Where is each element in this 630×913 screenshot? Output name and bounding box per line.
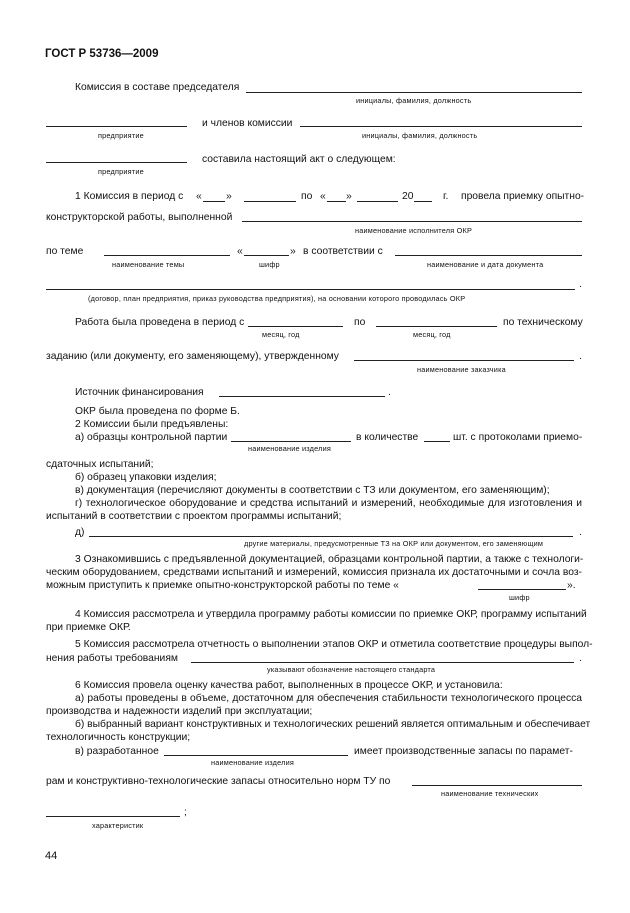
code-caption: шифр xyxy=(259,260,280,269)
product-blank xyxy=(231,441,351,442)
year-prefix: 20 xyxy=(402,191,414,202)
p2-a-start: а) образцы контрольной партии xyxy=(75,432,228,443)
p6-b1: б) выбранный вариант конструктивных и технологических решений является оптимальным и обеспечивает xyxy=(75,719,591,730)
p2-a-cont: сдаточных испытаний; xyxy=(46,459,154,470)
tech-spec-blank xyxy=(412,785,582,786)
p5-l1: 5 Комиссия рассмотрела отчетность о выполнении этапов ОКР и отметила соответствие процедуры выпол- xyxy=(75,639,593,650)
p3-l1: 3 Ознакомившись с предъявленной документацией, образцами контрольной партии, а также с технологи- xyxy=(75,554,584,565)
characteristics-semicolon: ; xyxy=(184,807,187,818)
work-period-label: Работа была проведена в период с xyxy=(75,317,245,328)
month-blank-2 xyxy=(357,201,398,202)
chairman-label: Комиссия в составе председателя xyxy=(75,82,240,93)
p2-g1: г) технологическое оборудование и средства испытаний и измерений, необходимые для изготовления и xyxy=(75,498,582,509)
day-blank-1 xyxy=(203,201,225,202)
standard-title: ГОСТ Р 53736—2009 xyxy=(45,48,159,60)
quote-open: « xyxy=(196,191,202,202)
basis-blank xyxy=(46,289,575,290)
po-label: по xyxy=(301,191,313,202)
performer-blank xyxy=(242,221,582,222)
financing-blank xyxy=(219,396,385,397)
p3-l3: можным приступить к приемке опытно-конструкторской работы по теме « xyxy=(46,580,399,591)
enterprise-blank-2 xyxy=(46,162,187,163)
customer-caption: наименование заказчика xyxy=(417,365,506,374)
product-caption: наименование изделия xyxy=(248,444,331,453)
topic-caption: наименование темы xyxy=(112,260,185,269)
composed-label: составила настоящий акт о следующем: xyxy=(202,154,396,165)
p3-code-blank xyxy=(478,589,566,590)
standard-blank xyxy=(191,662,574,663)
developed-product-blank xyxy=(164,755,348,756)
enterprise-caption-2: предприятие xyxy=(98,167,144,176)
members-label: и членов комиссии xyxy=(202,118,293,129)
year-blank xyxy=(414,201,432,202)
topic-blank xyxy=(104,255,230,256)
tech-spec-caption: наименование технических xyxy=(441,789,539,798)
quote-close-2: » xyxy=(346,191,352,202)
p6-v-start: в) разработанное xyxy=(75,746,159,757)
topic-label: по теме xyxy=(46,246,84,257)
p3-l3-end: ». xyxy=(567,580,576,591)
quote-close: » xyxy=(226,191,232,202)
month-year-caption-1: месяц, год xyxy=(262,330,300,339)
p1-cont: провела приемку опытно- xyxy=(461,191,585,202)
enterprise-blank-1 xyxy=(46,126,187,127)
p4-l1: 4 Комиссия рассмотрела и утвердила программу работы комиссии по приемке ОКР, программу испытаний xyxy=(75,609,587,620)
p1-start: 1 Комиссия в период с xyxy=(75,191,184,202)
quote-open-2: « xyxy=(320,191,326,202)
standard-dot: . xyxy=(579,653,582,664)
p6-a1: а) работы проведены в объеме, достаточном для обеспечения стабильности технологического процесса xyxy=(75,693,582,704)
p2-d-label: д) xyxy=(75,527,85,538)
p6-l1: 6 Комиссия провела оценку качества работ, выполненных в процессе ОКР, и установила: xyxy=(75,680,503,691)
chairman-caption: инициалы, фамилия, должность xyxy=(356,96,472,105)
qty-blank xyxy=(424,441,450,442)
document-caption: наименование и дата документа xyxy=(427,260,544,269)
code-blank xyxy=(244,255,289,256)
month-blank-1 xyxy=(244,201,296,202)
page-number: 44 xyxy=(45,850,58,862)
p6-v-end: имеет производственные запасы по парамет- xyxy=(354,746,573,757)
financing-label: Источник финансирования xyxy=(75,387,204,398)
members-blank xyxy=(300,126,582,127)
other-materials-dot: . xyxy=(579,527,582,538)
work-tech-label: по техническому xyxy=(503,317,583,328)
other-materials-caption: другие материалы, предусмотренные ТЗ на ОКР или документом, его заменяющим xyxy=(244,539,544,548)
p2-head: 2 Комиссии были предъявлены: xyxy=(75,419,229,430)
developed-product-caption: наименование изделия xyxy=(211,758,294,767)
quote-open-3: « xyxy=(237,246,243,257)
p6-a2: производства и надежности изделий при эксплуатации; xyxy=(46,706,313,717)
financing-dot: . xyxy=(388,387,391,398)
g-label: г. xyxy=(443,191,449,202)
form-b-text: ОКР была проведена по форме Б. xyxy=(75,406,240,417)
standard-caption: указывают обозначение настоящего стандарта xyxy=(267,665,436,674)
basis-caption: (договор, план предприятия, приказ руководства предприятия), на основании которого проводилась ОКР xyxy=(88,294,466,303)
customer-blank xyxy=(354,360,574,361)
p2-a-end: шт. с протоколами приемо- xyxy=(453,432,583,443)
characteristics-blank xyxy=(46,816,180,817)
characteristics-caption: характеристик xyxy=(92,821,144,830)
enterprise-caption-1: предприятие xyxy=(98,131,144,140)
p6-b2: технологичность конструкции; xyxy=(46,732,191,743)
qty-label: в количестве xyxy=(356,432,419,443)
p1-line2: конструкторской работы, выполненной xyxy=(46,212,233,223)
work-to-blank xyxy=(376,326,497,327)
work-po-label: по xyxy=(354,317,366,328)
p2-v: в) документация (перечисляют документы в соответствии с ТЗ или документом, его заменяющим); xyxy=(75,485,550,496)
p4-l2: при приемке ОКР. xyxy=(46,622,131,633)
customer-dot: . xyxy=(579,351,582,362)
month-year-caption-2: месяц, год xyxy=(413,330,451,339)
members-caption: инициалы, фамилия, должность xyxy=(362,131,478,140)
other-materials-blank xyxy=(89,536,573,537)
chairman-blank xyxy=(246,92,582,93)
p3-code-caption: шифр xyxy=(509,593,530,602)
p2-g2: испытаний в соответствии с проектом программы испытаний; xyxy=(46,511,342,522)
day-blank-2 xyxy=(327,201,346,202)
work-from-blank xyxy=(248,326,343,327)
basis-dot: . xyxy=(579,279,582,290)
document-blank xyxy=(395,255,582,256)
p6-v3: рам и конструктивно-технологические запасы относительно норм ТУ по xyxy=(46,776,391,787)
approved-label: заданию (или документу, его заменяющему), утвержденному xyxy=(46,351,339,362)
accordance-label: в соответствии с xyxy=(303,246,383,257)
performer-caption: наименование исполнителя ОКР xyxy=(355,226,473,235)
p3-l2: ческим оборудованием, средствами испытаний и измерений, комиссия признала их достаточными и сочла воз- xyxy=(46,567,582,578)
p5-l2: нения работы требованиям xyxy=(46,653,178,664)
p2-b: б) образец упаковки изделия; xyxy=(75,472,217,483)
quote-close-3: » xyxy=(290,246,296,257)
